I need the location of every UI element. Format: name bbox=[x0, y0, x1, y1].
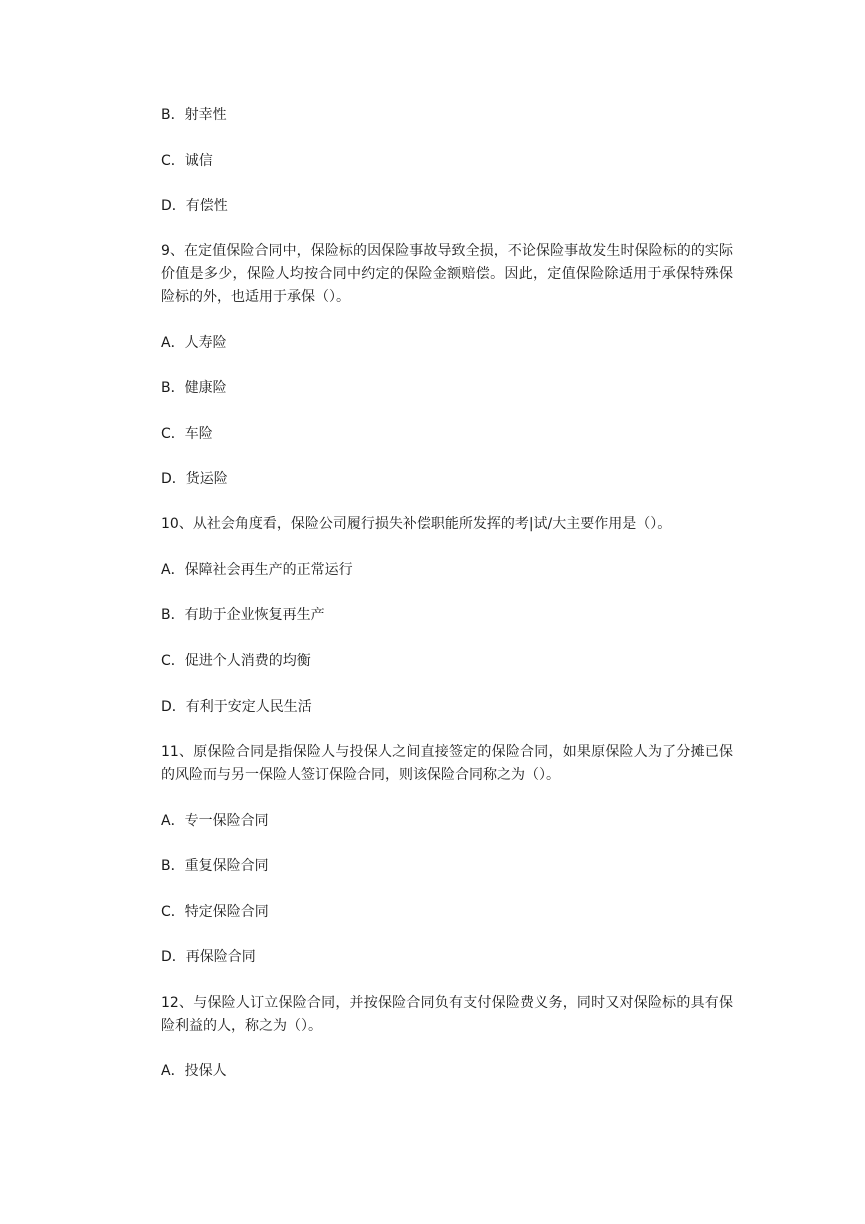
q9-option-a: A．人寿险 bbox=[161, 335, 227, 351]
q11-option-c: C．特定保险合同 bbox=[161, 904, 269, 920]
q10-option-a: A．保障社会再生产的正常运行 bbox=[161, 562, 353, 578]
question-11-text: 11、原保险合同是指保险人与投保人之间直接签定的保险合同，如果原保险人为了分摊已保的风险而与另一保险人签订保险合同，则该保险合同称之为（）。 bbox=[161, 744, 733, 783]
q8-option-c: C．诚信 bbox=[161, 153, 213, 169]
q11-option-a: A．专一保险合同 bbox=[161, 813, 269, 829]
question-12-text: 12、与保险人订立保险合同，并按保险合同负有支付保险费义务，同时又对保险标的具有保险利益的人，称之为（）。 bbox=[161, 995, 733, 1034]
q10-option-d: D．有利于安定人民生活 bbox=[161, 699, 312, 715]
q8-option-b: B．射幸性 bbox=[161, 107, 227, 123]
q9-option-b: B．健康险 bbox=[161, 380, 227, 396]
q11-option-b: B．重复保险合同 bbox=[161, 858, 269, 874]
q11-option-d: D．再保险合同 bbox=[161, 949, 256, 965]
q12-option-a: A．投保人 bbox=[161, 1063, 227, 1079]
q9-option-d: D．货运险 bbox=[161, 471, 228, 487]
q9-option-c: C．车险 bbox=[161, 426, 213, 442]
q8-option-d: D．有偿性 bbox=[161, 198, 228, 214]
q10-option-b: B．有助于企业恢复再生产 bbox=[161, 607, 325, 623]
question-9-text: 9、在定值保险合同中，保险标的因保险事故导致全损，不论保险事故发生时保险标的的实际价值是多少，保险人均按合同中约定的保险金额赔偿。因此，定值保险除适用于承保特殊保险标的外，也适用于承保（）。 bbox=[161, 243, 733, 305]
q10-option-c: C．促进个人消费的均衡 bbox=[161, 653, 311, 669]
question-10-text: 10、从社会角度看，保险公司履行损失补偿职能所发挥的考|试/大主要作用是（）。 bbox=[161, 516, 672, 532]
